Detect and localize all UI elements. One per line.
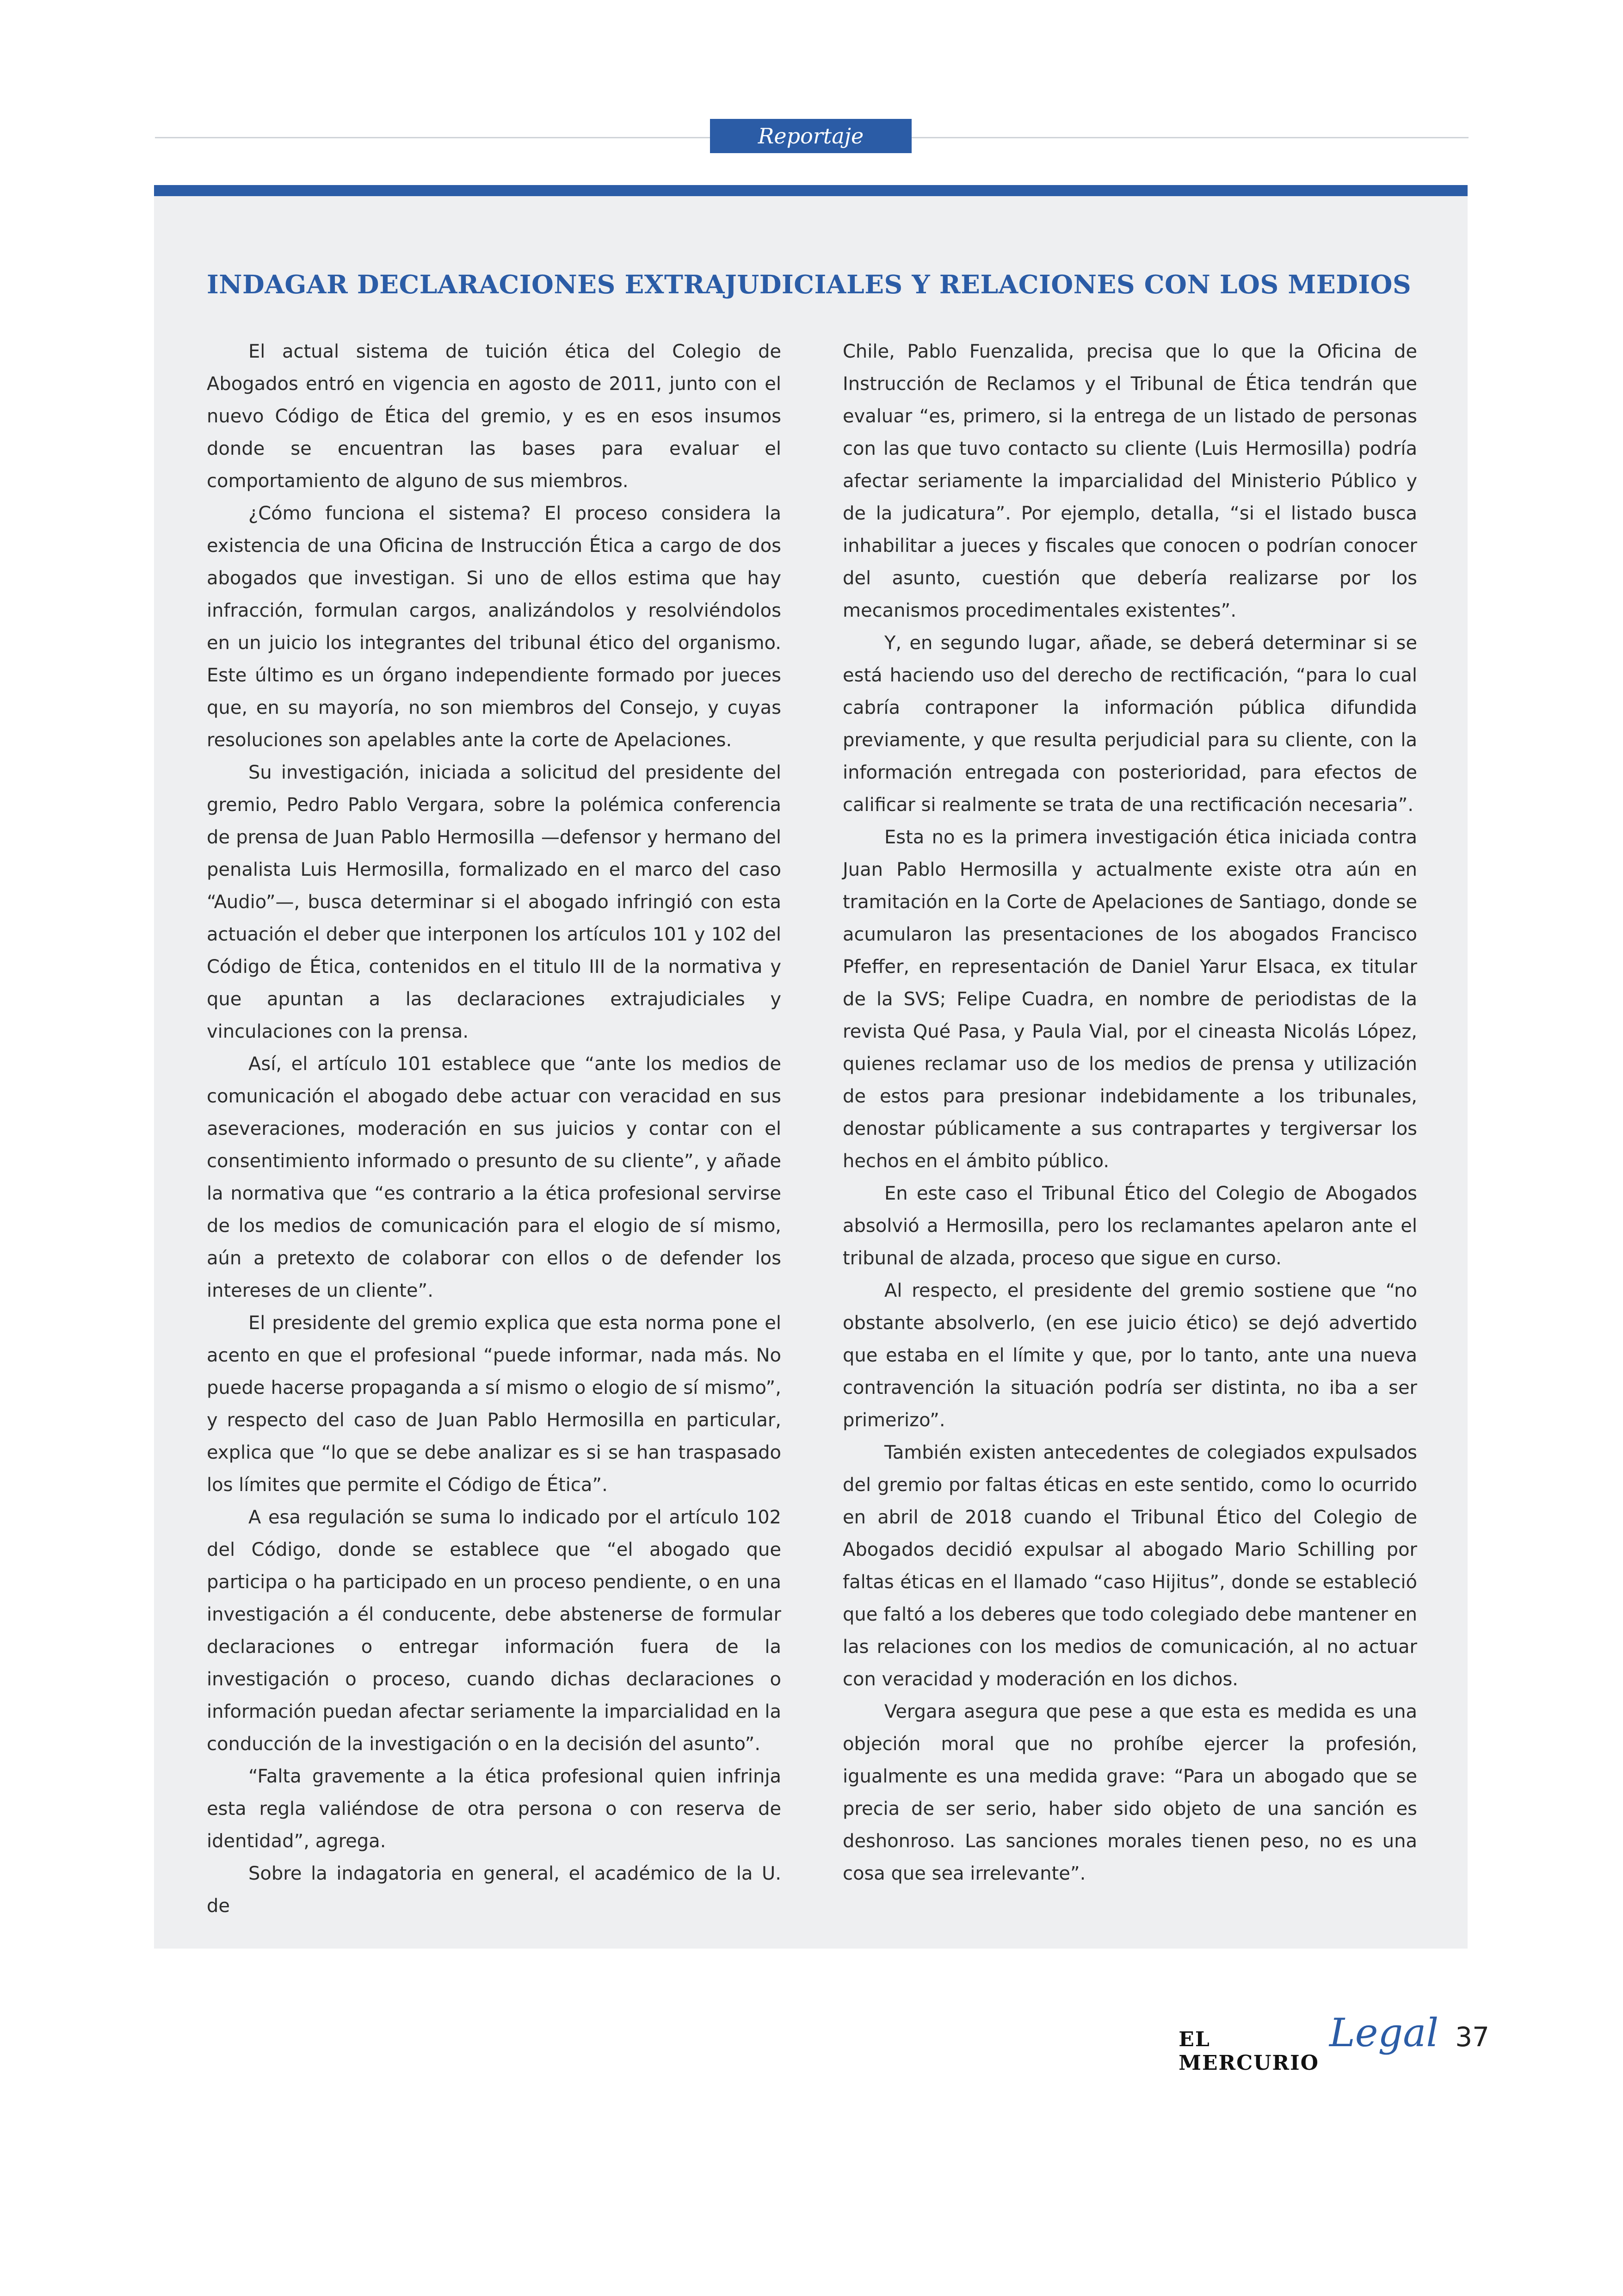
paragraph: Al respecto, el presidente del gremio sostiene que “no obstante absolverlo, (en ese juicio ético) se dejó advertido que estaba en el límite y que, por lo tanto, ante una nueva contravención la situación podría ser distinta, no iba a ser primerizo”.: [843, 1280, 1417, 1431]
paragraph: Su investigación, iniciada a solicitud del presidente del gremio, Pedro Pablo Vergara, sobre la polémica conferencia de prensa de Juan Pablo Hermosilla —defensor y hermano del penalista Luis Hermosilla, formalizado en el marco del caso “Audio”—, busca determinar si el abogado infringió con esta actuación el deber que interponen los artículos 101 y 102 del Código de Ética, contenidos en el titulo III de la normativa y que apuntan a las declaraciones extrajudiciales y vinculaciones con la prensa.: [207, 762, 781, 1042]
page-footer: [1179, 2010, 1489, 2075]
paragraph: Así, el artículo 101 establece que “ante los medios de comunicación el abogado debe actuar con veracidad en sus aseveraciones, moderación en sus juicios y contar con el consentimiento informado o presunto de su cliente”, y añade la normativa que “es contrario a la ética profesional servirse de los medios de comunicación para el elogio de sí mismo, aún a pretexto de colaborar con ellos o de defender los intereses de un cliente”.: [207, 1053, 781, 1301]
paragraph: “Falta gravemente a la ética profesional quien infrinja esta regla valiéndose de otra persona o con reserva de identidad”, agrega.: [207, 1766, 781, 1852]
paragraph-continuation: Chile, Pablo Fuenzalida, precisa que lo que la Oficina de Instrucción de Reclamos y el Tribunal de Ética tendrán que evaluar “es, primero, si la entrega de un listado de personas con las que tuvo contacto su cliente (Luis Hermosilla) podría afectar seriamente la imparcialidad del Ministerio Público y de la judicatura”. Por ejemplo, detalla, “si el listado busca inhabilitar a jueces y fiscales que conocen o podrían conocer del asunto, cuestión que debería realizarse por los mecanismos procedimentales existentes”.: [843, 341, 1417, 621]
paragraph: También existen antecedentes de colegiados expulsados del gremio por faltas éticas en este sentido, como lo ocurrido en abril de 2018 cuando el Tribunal Ético del Colegio de Abogados decidió expulsar al abogado Mario Schilling por faltas éticas en el llamado “caso Hijitus”, donde se estableció que faltó a los deberes que todo colegiado debe mantener en las relaciones con los medios de comunicación, al no actuar con veracidad y moderación en los dichos.: [843, 1442, 1417, 1690]
right-column: [843, 335, 1417, 1890]
paragraph: Sobre la indagatoria en general, el académico de la U. de: [207, 1863, 781, 1917]
publication-name: EL MERCURIO: [1179, 2028, 1319, 2075]
paragraph: Vergara asegura que pese a que esta es medida es una objeción moral que no prohíbe ejercer la profesión, igualmente es una medida grave: “Para un abogado que se precia de ser serio, haber sido objeto de una sanción es deshonroso. Las sanciones morales tienen peso, no es una cosa que sea irrelevante”.: [843, 1701, 1417, 1884]
paragraph: El actual sistema de tuición ética del Colegio de Abogados entró en vigencia en agosto de 2011, junto con el nuevo Código de Ética del gremio, y es en esos insumos donde se encuentran las bases para evaluar el comportamiento de alguno de sus miembros.: [207, 341, 781, 492]
paragraph: Esta no es la primera investigación ética iniciada contra Juan Pablo Hermosilla y actualmente existe otra aún en tramitación en la Corte de Apelaciones de Santiago, donde se acumularon las presentaciones de los abogados Francisco Pfeffer, en representación de Daniel Yarur Elsaca, ex titular de la SVS; Felipe Cuadra, en nombre de periodistas de la revista Qué Pasa, y Paula Vial, por el cineasta Nicolás López, quienes reclamar uso de los medios de prensa y utilización de estos para presionar indebidamente a los tribunales, denostar públicamente a sus contrapartes y tergiversar los hechos en el ámbito público.: [843, 827, 1417, 1172]
paragraph: En este caso el Tribunal Ético del Colegio de Abogados absolvió a Hermosilla, pero los reclamantes apelaron ante el tribunal de alzada, proceso que sigue en curso.: [843, 1183, 1417, 1269]
article-title: INDAGAR DECLARACIONES EXTRAJUDICIALES Y RELACIONES CON LOS MEDIOS: [207, 269, 1412, 299]
paragraph: ¿Cómo funciona el sistema? El proceso considera la existencia de una Oficina de Instrucción Ética a cargo de dos abogados que investigan. Si uno de ellos estima que hay infracción, formulan cargos, analizándolos y resolviéndolos en un juicio los integrantes del tribunal ético del organismo. Este último es un órgano independiente formado por jueces que, en su mayoría, no son miembros del Consejo, y cuyas resoluciones son apelables ante la corte de Apelaciones.: [207, 503, 781, 751]
publication-section-logo: Legal: [1329, 2010, 1439, 2055]
paragraph: Y, en segundo lugar, añade, se deberá determinar si se está haciendo uso del derecho de rectificación, “para lo cual cabría contraponer la información pública difundida previamente, y que resulta perjudicial para su cliente, con la información entregada con posterioridad, para efectos de calificar si realmente se trata de una rectificación necesaria”.: [843, 632, 1417, 816]
paragraph: El presidente del gremio explica que esta norma pone el acento en que el profesional “puede informar, nada más. No puede hacerse propaganda a sí mismo o elogio de sí mismo”, y respecto del caso de Juan Pablo Hermosilla en particular, explica que “lo que se debe analizar es si se han traspasado los límites que permite el Código de Ética”.: [207, 1312, 781, 1496]
left-column: [207, 335, 781, 1922]
paragraph: A esa regulación se suma lo indicado por el artículo 102 del Código, donde se establece que “el abogado que participa o ha participado en un proceso pendiente, o en una investigación a él conducente, debe abstenerse de formular declaraciones o entregar información fuera de la investigación o proceso, cuando dichas declaraciones o información puedan afectar seriamente la imparcialidad en la conducción de la investigación o en la decisión del asunto”.: [207, 1507, 781, 1755]
page-number: 37: [1455, 2021, 1489, 2053]
accent-bar: [154, 185, 1468, 196]
section-tag: Reportaje: [710, 119, 912, 153]
